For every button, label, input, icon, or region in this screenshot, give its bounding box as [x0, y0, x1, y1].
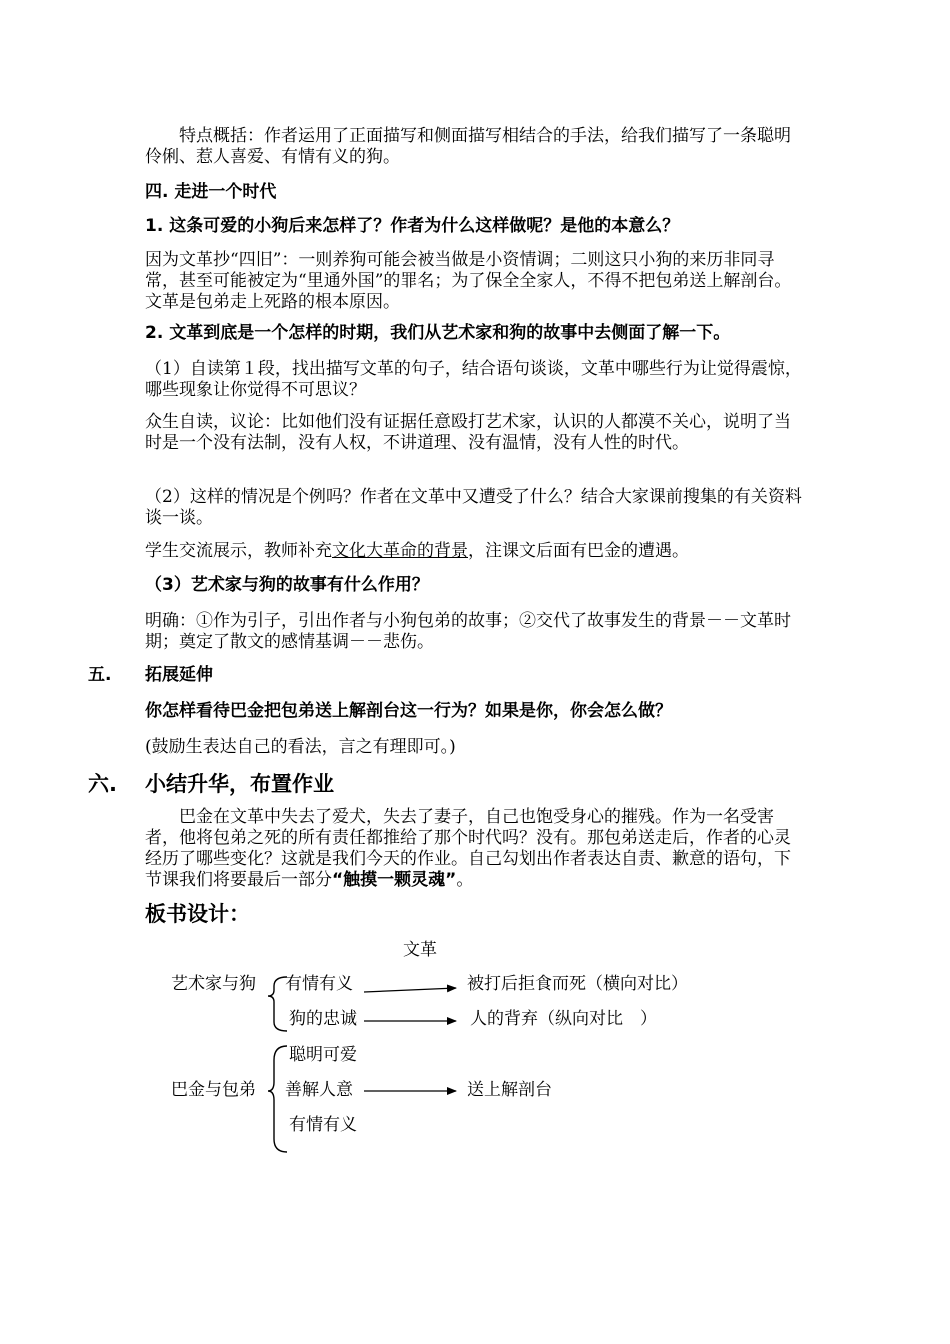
section-five-number: 五.	[88, 665, 112, 685]
answer-2-2-text-end: ，注课文后面有巴金的遭遇。	[468, 541, 689, 561]
board-item-loyalty: 狗的忠诚	[289, 1009, 357, 1029]
section-six-heading: 小结升华，布置作业	[145, 772, 334, 796]
board-item-smart-cute: 聪明可爱	[289, 1045, 357, 1065]
brace-artist-dog	[268, 977, 287, 1031]
board-left-artist-dog: 艺术家与狗	[171, 974, 256, 994]
board-left-bajin-baodi: 巴金与包弟	[171, 1080, 256, 1100]
board-top-label: 文革	[403, 940, 437, 960]
board-item-understanding: 善解人意	[285, 1080, 353, 1100]
answer-2-1: 众生自读，议论：比如他们没有证据任意殴打艺术家，认识的人都漠不关心，说明了当时是一个没有法制，没有人权，不讲道理、没有温情，没有人性的时代。	[145, 412, 791, 453]
question-1: 1. 这条可爱的小狗后来怎样了？作者为什么这样做呢？是他的本意么？	[145, 216, 680, 236]
section-six-number: 六.	[88, 772, 117, 796]
answer-1: 因为文革抄“四旧”：一则养狗可能会被当做是小资情调；二则这只小狗的来历非同寻常，甚至可能被定为“里通外国”的罪名；为了保全全家人，不得不把包弟送上解剖台。文革是包弟走上死路的根本原因。	[145, 250, 792, 312]
board-design-heading: 板书设计：	[145, 902, 250, 926]
cultural-revolution-background-link[interactable]: 文化大革命的背景	[332, 541, 468, 561]
answer-2-3: 明确：①作为引子，引出作者与小狗包弟的故事；②交代了故事发生的背景－－文革时期；奠定了散文的感情基调－－悲伤。	[145, 611, 791, 652]
board-item-affection: 有情有义	[285, 974, 353, 994]
brace-bajin-baodi	[268, 1046, 287, 1152]
homework-text-end: 。	[456, 870, 474, 890]
feature-summary-paragraph: 特点概括：作者运用了正面描写和侧面描写相结合的手法，给我们描写了一条聪明伶俐、惹人喜爱、有情有义的狗。	[145, 126, 791, 167]
arrow-affection-to-starved	[364, 988, 456, 992]
question-2-3: （3）艺术家与狗的故事有什么作用？	[145, 575, 429, 595]
question-2-1: （1）自读第１段，找出描写文革的句子，结合语句谈谈，文革中哪些行为让觉得震惊，哪些现象让你觉得不可思议？	[145, 359, 802, 400]
homework-emphasis: “触摸一颗灵魂”	[332, 870, 457, 890]
question-5: 你怎样看待巴金把包弟送上解剖台这一行为？如果是你，你会怎么做？	[145, 701, 672, 721]
board-item-affection-2: 有情有义	[289, 1115, 357, 1135]
section-four-heading: 四. 走进一个时代	[145, 182, 277, 202]
answer-2-2-text: 学生交流展示，教师补充	[145, 541, 332, 561]
homework-text: 巴金在文革中失去了爱犬，失去了妻子，自己也饱受身心的摧残。作为一名受害者，他将包弟之死的所有责任都推给了那个时代吗？没有。那包弟送走后，作者的心灵经历了哪些变化？这就是我们今天的作业。自己勾划出作者表达自责、歉意的语句，下节课我们将要最后一部分	[145, 807, 791, 890]
question-2: 2. 文革到底是一个怎样的时期，我们从艺术家和狗的故事中去侧面了解一下。	[145, 323, 731, 343]
section-five-heading: 拓展延伸	[145, 665, 213, 685]
board-result-dissection: 送上解剖台	[467, 1080, 552, 1100]
board-result-betrayal: 人的背弃（纵向对比 ）	[470, 1009, 657, 1029]
question-2-2: （2）这样的情况是个例吗？作者在文革中又遭受了什么？结合大家课前搜集的有关资料谈一谈。	[145, 487, 802, 528]
answer-5: (鼓励生表达自己的看法，言之有理即可。)	[145, 737, 456, 757]
board-result-starved: 被打后拒食而死（横向对比）	[467, 974, 688, 994]
